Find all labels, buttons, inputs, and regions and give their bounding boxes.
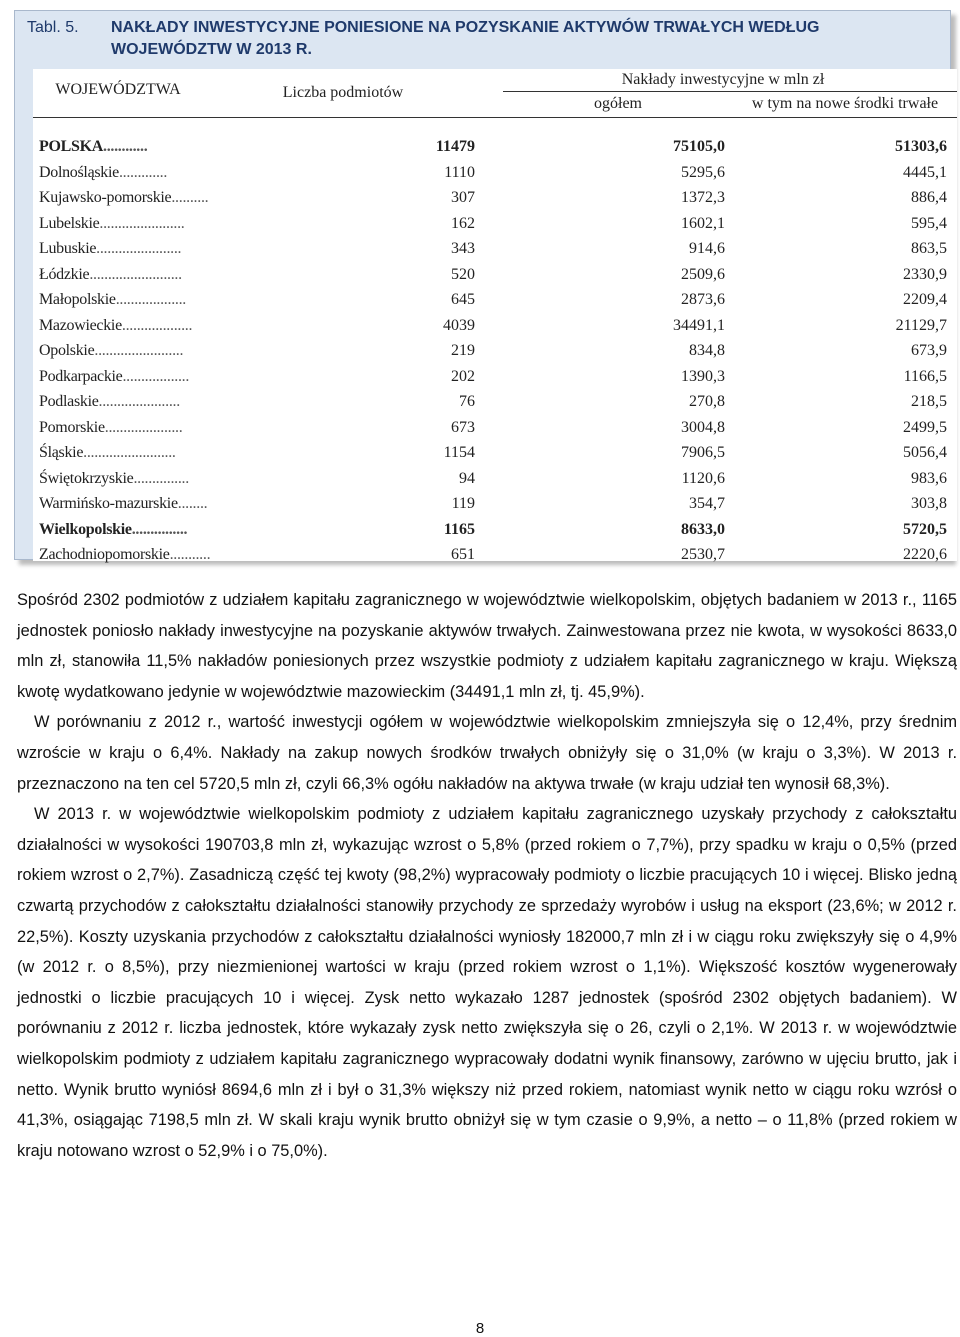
row-leader-dots: ......................... [83, 444, 176, 461]
row-investment-new: 5720,5 [903, 520, 947, 538]
row-investment-new: 886,4 [911, 189, 947, 206]
paragraph: W 2013 r. w województwie wielkopolskim podmioty z udziałem kapitału zagranicznego uzyskały przychody z całokształtu działalności w wysokości 190703,8 mln zł, wykazując wzrost o 5,8% (przed rokiem o 7,7%), przy spadku w kraju o 0,5% (przed rokiem wzrost o 2,7%). Zasadniczą część tej kwoty (98,2%) wypracowały podmioty o liczbie pracujących 10 i więcej. Blisko jedną czwartą przychodów z całokształtu działalności stanowiły przychody ze sprzedaży wyrobów i usług na eksport (23,6%; w 2012 r. 22,5%). Koszty uzyskania przychodów z całokształtu działalności wyniosły 182000,7 mln zł i w ciągu roku zwiększyły się o 4,9% (w 2012 r. o 8,5%), przy niezmienionej wartości w kraju (przed rokiem wzrost o 1,1%). Większość kosztów wygenerowały jednostki o liczbie pracujących 10 i więcej. Zysk netto wykazało 1287 jednostek (spośród 2302 objętych badaniem). W porównaniu z 2012 r. liczba jednostek, które wykazały zysk netto zwiększyła się o 26, czyli o 2,1%. W 2013 r. w województwie wielkopolskim podmioty z udziałem kapitału zagranicznego wypracowały dodatni wynik finansowy, zarówno w ujęciu brutto, jak i netto. Wynik brutto wyniósł 8694,6 mln zł i był o 31,3% większy niż przed rokiem, natomiast wynik netto w ciągu roku wzrósł o 41,3%, osiągając 7198,5 mln zł. W skali kraju wynik brutto obniżył się w tym czasie o 9,9%, a netto – o 11,8% (przed rokiem w kraju notowano wzrost o 52,9% i o 75,0%). [17, 805, 957, 1160]
row-investment-total: 1390,3 [681, 367, 725, 385]
row-leader-dots: ............... [133, 469, 189, 487]
row-voivodeship [39, 393, 180, 411]
row-voivodeship [39, 215, 185, 233]
row-entity-count: 343 [451, 240, 475, 257]
row-leader-dots: ....................... [99, 214, 185, 232]
row-voivodeship-label: POLSKA [39, 138, 103, 155]
row-investment-new: 218,5 [911, 393, 947, 410]
row-investment-new: 2209,4 [903, 291, 947, 308]
row-voivodeship [39, 266, 182, 284]
row-investment-total: 914,6 [689, 240, 725, 257]
row-investment-total: 1602,1 [681, 214, 725, 232]
data-table [33, 69, 957, 561]
row-voivodeship-label: Śląskie [39, 444, 84, 461]
row-investment-new: 5056,4 [903, 444, 947, 461]
row-investment-new: 303,8 [911, 495, 947, 512]
row-investment-new: 2499,5 [903, 418, 947, 436]
row-investment-new: 21129,7 [895, 316, 947, 334]
row-voivodeship [39, 291, 186, 309]
row-entity-count: 645 [451, 291, 475, 308]
row-leader-dots: ......................... [89, 265, 182, 283]
paragraph: W porównaniu z 2012 r., wartość inwestycji ogółem w województwie wielkopolskim zmniejszyła się o 12,4%, przy średnim wzroście w kraju o 6,4%. Nakłady na zakup nowych środków trwałych obniżyły się o 31,0% (w kraju o 3,3%). W 2013 r. przeznaczono na ten cel 5720,5 mln zł, czyli 66,3% ogółu nakładów na aktywa trwałe (w kraju udział ten wynosił 68,3%). [17, 713, 957, 793]
row-investment-new: 51303,6 [895, 138, 947, 155]
row-leader-dots: ........................ [94, 342, 184, 359]
row-investment-total: 1120,6 [681, 469, 725, 487]
table-row [33, 467, 957, 493]
row-entity-count: 1154 [443, 444, 475, 461]
table-row [33, 135, 957, 161]
row-leader-dots: ....................... [96, 240, 182, 257]
row-voivodeship [39, 368, 189, 386]
row-investment-new: 983,6 [911, 469, 947, 487]
row-investment-total: 75105,0 [673, 138, 725, 155]
row-leader-dots: ........... [169, 546, 211, 563]
table-row [33, 161, 957, 187]
row-investment-total: 354,7 [689, 495, 725, 512]
row-entity-count: 4039 [443, 316, 475, 334]
header-voivodeships: WOJEWÓDZTWA [55, 81, 181, 98]
row-voivodeship-label: Podlaskie [39, 393, 99, 410]
row-investment-total: 2530,7 [681, 546, 725, 563]
row-investment-new: 673,9 [911, 342, 947, 359]
row-voivodeship-label: Dolnośląskie [39, 163, 119, 181]
row-investment-new: 4445,1 [903, 163, 947, 181]
row-voivodeship [39, 546, 210, 564]
row-leader-dots: ........ [177, 495, 208, 512]
row-voivodeship-label: Lubuskie [39, 240, 97, 257]
row-voivodeship [39, 164, 167, 182]
row-voivodeship-label: Zachodniopomorskie [39, 546, 170, 563]
row-voivodeship-label: Małopolskie [39, 291, 116, 308]
table-label: Tabl. 5. [27, 19, 79, 36]
row-investment-total: 5295,6 [681, 163, 725, 181]
row-investment-total: 834,8 [689, 342, 725, 359]
table-panel [14, 10, 951, 563]
row-investment-total: 1372,3 [681, 189, 725, 206]
row-voivodeship-label: Pomorskie [39, 418, 105, 436]
row-voivodeship-label: Lubelskie [39, 214, 100, 232]
row-investment-new: 1166,5 [903, 367, 947, 385]
row-investment-total: 2873,6 [681, 291, 725, 308]
row-investment-total: 270,8 [689, 393, 725, 410]
table-title [27, 17, 927, 61]
row-entity-count: 219 [451, 342, 475, 359]
row-voivodeship-label: Opolskie [39, 342, 95, 359]
table-title-line1: NAKŁADY INWESTYCYJNE PONIESIONE NA POZYSKANIE AKTYWÓW TRWAŁYCH WEDŁUG [111, 19, 820, 36]
row-voivodeship-label: Kujawsko-pomorskie [39, 189, 172, 206]
row-entity-count: 162 [451, 214, 475, 232]
row-entity-count: 651 [451, 546, 475, 563]
body-text [17, 585, 957, 1166]
paragraph: Spośród 2302 podmiotów z udziałem kapitału zagranicznego w województwie wielkopolskim, objętych badaniem w 2013 r., 1165 jednostek poniosło nakłady inwestycyjne na pozyskanie aktywów trwałych. Zainwestowana przez nie kwota, w wysokości 8633,0 mln zł, stanowiła 11,5% nakładów poniesionych przez wszystkie podmioty z udziałem kapitału zagranicznego w kraju. Większą kwotę wydatkowano jedynie w województwie mazowieckim (34491,1 mln zł, tj. 45,9%). [17, 591, 957, 701]
row-leader-dots: ............. [118, 163, 168, 181]
table-row [33, 543, 957, 569]
table-row [33, 263, 957, 289]
header-total: ogółem [594, 95, 642, 112]
table-row [33, 365, 957, 391]
row-entity-count: 94 [459, 469, 475, 487]
row-leader-dots: .......... [171, 189, 209, 206]
header-new-fixed-assets: w tym na nowe środki trwałe [751, 95, 939, 112]
row-leader-dots: ................... [121, 316, 193, 334]
row-investment-total: 8633,0 [681, 520, 725, 538]
header-group-divider [503, 91, 957, 92]
row-voivodeship [39, 189, 208, 207]
row-entity-count: 307 [451, 189, 475, 206]
row-voivodeship [39, 138, 147, 156]
row-entity-count: 1165 [443, 520, 475, 538]
table-row [33, 492, 957, 518]
row-voivodeship-label: Warmińsko-mazurskie [39, 495, 178, 512]
row-voivodeship [39, 342, 183, 360]
row-investment-total: 3004,8 [681, 418, 725, 436]
header-investment-group: Nakłady inwestycyjne w mln zł [621, 71, 825, 88]
table-row [33, 314, 957, 340]
row-investment-total: 7906,5 [681, 444, 725, 461]
row-voivodeship-label: Podkarpackie [39, 367, 123, 385]
table-row [33, 212, 957, 238]
row-voivodeship [39, 470, 189, 488]
row-entity-count: 520 [451, 265, 475, 283]
row-voivodeship [39, 521, 187, 539]
row-investment-total: 2509,6 [681, 265, 725, 283]
row-voivodeship-label: Wielkopolskie [39, 520, 132, 538]
header-entity-count: Liczba podmiotów [282, 84, 404, 101]
table-row [33, 441, 957, 467]
row-voivodeship-label: Łódzkie [39, 265, 90, 283]
row-entity-count: 11479 [435, 138, 475, 155]
row-voivodeship [39, 444, 176, 462]
row-voivodeship-label: Świętokrzyskie [39, 469, 134, 487]
row-entity-count: 1110 [444, 163, 475, 181]
row-entity-count: 119 [451, 495, 475, 512]
page-number: 8 [475, 1320, 485, 1337]
row-investment-new: 2220,6 [903, 546, 947, 563]
row-leader-dots: ............... [131, 520, 188, 538]
row-voivodeship [39, 317, 192, 335]
row-investment-new: 2330,9 [903, 265, 947, 283]
row-leader-dots: ............ [103, 138, 148, 155]
row-leader-dots: ..................... [104, 418, 183, 436]
row-voivodeship [39, 495, 207, 513]
table-row [33, 416, 957, 442]
row-investment-new: 595,4 [911, 214, 947, 232]
row-entity-count: 202 [451, 367, 475, 385]
row-leader-dots: ...................... [98, 393, 180, 410]
table-row [33, 237, 957, 263]
table-row [33, 390, 957, 416]
table-row [33, 518, 957, 544]
table-row [33, 186, 957, 212]
row-entity-count: 76 [459, 393, 475, 410]
row-investment-total: 34491,1 [673, 316, 725, 334]
row-voivodeship-label: Mazowieckie [39, 316, 122, 334]
row-investment-new: 863,5 [911, 240, 947, 257]
table-title-line2: WOJEWÓDZTW W 2013 R. [111, 41, 312, 58]
row-voivodeship [39, 240, 181, 258]
row-leader-dots: ................... [115, 291, 187, 308]
table-row [33, 288, 957, 314]
row-entity-count: 673 [451, 418, 475, 436]
table-body [33, 135, 957, 569]
row-leader-dots: .................. [122, 367, 190, 385]
header-bottom-divider [33, 117, 957, 118]
table-row [33, 339, 957, 365]
row-voivodeship [39, 419, 182, 437]
